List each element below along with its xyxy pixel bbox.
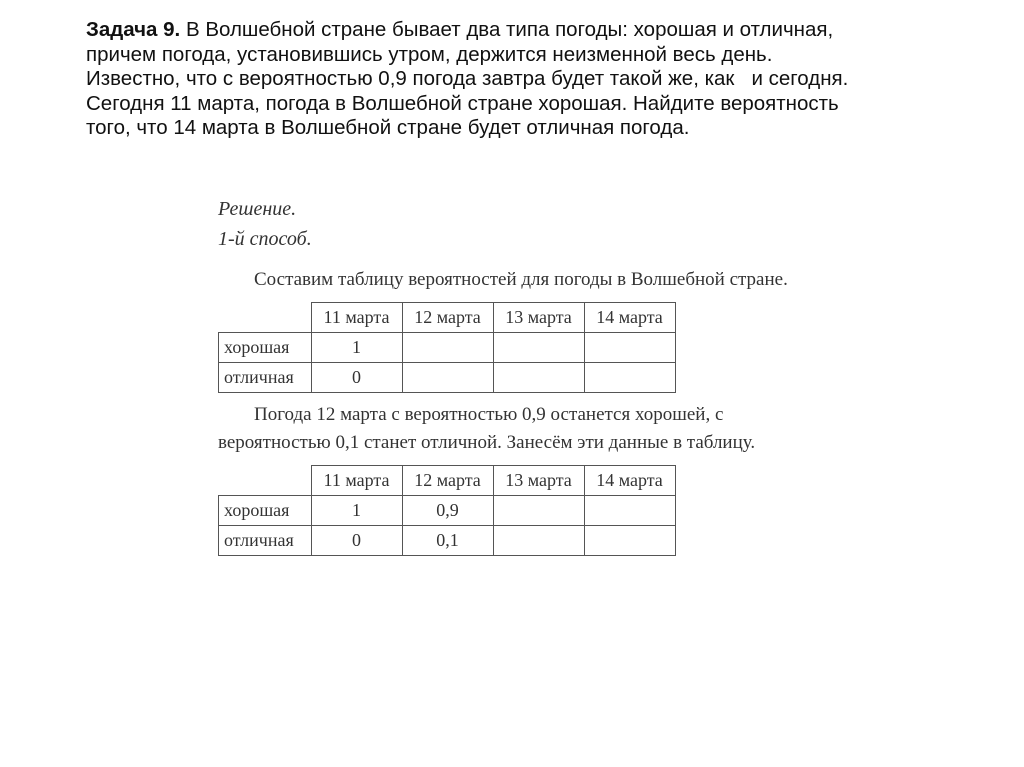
- problem-line-2: причем погода, установившись утром, держится неизменной весь день.: [86, 42, 773, 66]
- problem-line-3: Известно, что с вероятностью 0,9 погода завтра будет такой же, как и сегодня.: [86, 67, 849, 90]
- table-cell: 1: [311, 496, 402, 526]
- table-header-cell: 12 марта: [402, 466, 493, 496]
- table-corner-cell: [219, 466, 312, 496]
- row-label: хорошая: [219, 496, 312, 526]
- table-header-cell: 14 марта: [584, 466, 675, 496]
- problem-line-1: В Волшебной стране бывает два типа погоды: хорошая и отличная,: [180, 18, 834, 41]
- table-cell: [493, 496, 584, 526]
- table-cell: [584, 496, 675, 526]
- solution-method: 1-й способ.: [218, 228, 312, 250]
- table-cell: [493, 526, 584, 556]
- problem-line-4: Сегодня 11 марта, погода в Волшебной стране хорошая. Найдите вероятность: [86, 91, 839, 115]
- probability-table-1: [218, 302, 676, 393]
- table-header-cell: 14 марта: [584, 303, 675, 333]
- table-cell: 1: [311, 333, 402, 363]
- probability-table-2: [218, 465, 676, 556]
- table-header-cell: 13 марта: [493, 466, 584, 496]
- table-row: [219, 496, 676, 526]
- table-header-cell: 11 марта: [311, 303, 402, 333]
- table-cell: [584, 363, 675, 393]
- row-label: хорошая: [219, 333, 312, 363]
- solution-block: [218, 194, 818, 556]
- table-cell: [493, 363, 584, 393]
- row-label: отличная: [219, 363, 312, 393]
- problem-statement: [86, 18, 986, 141]
- table-cell: 0,9: [402, 496, 493, 526]
- table-header-cell: 12 марта: [402, 303, 493, 333]
- problem-title: Задача 9.: [86, 18, 181, 41]
- table-row: [219, 526, 676, 556]
- table-row: [219, 333, 676, 363]
- problem-line-5: того, что 14 марта в Волшебной стране будет отличная погода.: [86, 116, 690, 139]
- solution-heading: Решение.: [218, 198, 297, 220]
- table-cell: [584, 333, 675, 363]
- table-header-row: [219, 303, 676, 333]
- table-header-row: [219, 466, 676, 496]
- table-cell: 0: [311, 363, 402, 393]
- table-row: [219, 363, 676, 393]
- table-cell: [402, 333, 493, 363]
- table-corner-cell: [219, 303, 312, 333]
- row-label: отличная: [219, 526, 312, 556]
- table-header-cell: 11 марта: [311, 466, 402, 496]
- solution-paragraph-1: Составим таблицу вероятностей для погоды в Волшебной стране.: [254, 269, 788, 290]
- solution-paragraph-2: Погода 12 марта с вероятностью 0,9 останется хорошей, с вероятностью 0,1 станет отличной. Занесём эти данные в таблицу.: [218, 404, 756, 453]
- table-cell: 0: [311, 526, 402, 556]
- table-cell: [402, 363, 493, 393]
- table-cell: [584, 526, 675, 556]
- table-cell: [493, 333, 584, 363]
- table-header-cell: 13 марта: [493, 303, 584, 333]
- table-cell: 0,1: [402, 526, 493, 556]
